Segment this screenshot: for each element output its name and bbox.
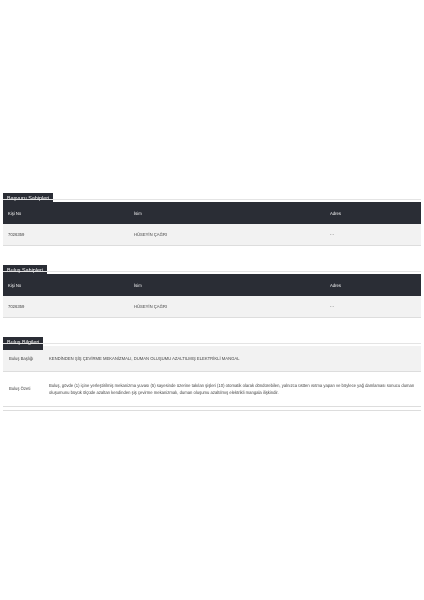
inventors-header — [3, 259, 421, 273]
table-header-row — [3, 202, 421, 224]
applicants-table — [3, 202, 421, 246]
invention-table — [3, 346, 421, 407]
column-person-no: Kişi No — [3, 274, 129, 296]
table-row — [3, 296, 421, 318]
section-divider — [3, 343, 421, 344]
invention-title-label: Buluş Başlığı — [3, 346, 39, 372]
bottom-divider — [3, 410, 421, 411]
cell-person-no: 7026359 — [3, 296, 129, 318]
cell-name: HÜSEYİN ÇAĞRI — [129, 296, 325, 318]
table-header-row — [3, 274, 421, 296]
invention-summary-row — [3, 372, 421, 407]
column-address: Adres — [325, 202, 421, 224]
invention-summary-label: Buluş Özeti — [3, 372, 39, 407]
column-name: İsim — [129, 202, 325, 224]
invention-section — [3, 331, 421, 407]
invention-title-row — [3, 346, 421, 372]
inventors-table — [3, 274, 421, 318]
inventors-section — [3, 259, 421, 318]
invention-header — [3, 331, 421, 345]
cell-person-no: 7026359 — [3, 224, 129, 246]
section-divider — [3, 271, 421, 272]
column-person-no: Kişi No — [3, 202, 129, 224]
cell-address: - - — [325, 224, 421, 246]
cell-name: HÜSEYİN ÇAĞRI — [129, 224, 325, 246]
table-row — [3, 224, 421, 246]
invention-title-value: KENDİNDEN ŞİŞ ÇEVİRME MEKANİZMALI, DUMAN OLUŞUMU AZALTILMIŞ ELEKTRİKLİ MANGAL — [39, 346, 421, 372]
applicants-section — [3, 187, 421, 246]
invention-summary-value: Buluş, gövde (1) içine yerleştirilmiş mekanizma yuvası (5) sayesinde üzerine takılan şişleri (10) otomatik olarak döndürebilen, yalnızca üstten ısıtma yapan ve böylece yağ damlaması sonucu duman oluşumunu büyük ölçüde azaltan kendinden şiş çevirme mekanizmalı, duman oluşumu azaltılmış elektrikli mangala ilişkindir. — [39, 372, 421, 407]
cell-address: - - — [325, 296, 421, 318]
section-divider — [3, 199, 421, 200]
column-address: Adres — [325, 274, 421, 296]
column-name: İsim — [129, 274, 325, 296]
applicants-header — [3, 187, 421, 201]
